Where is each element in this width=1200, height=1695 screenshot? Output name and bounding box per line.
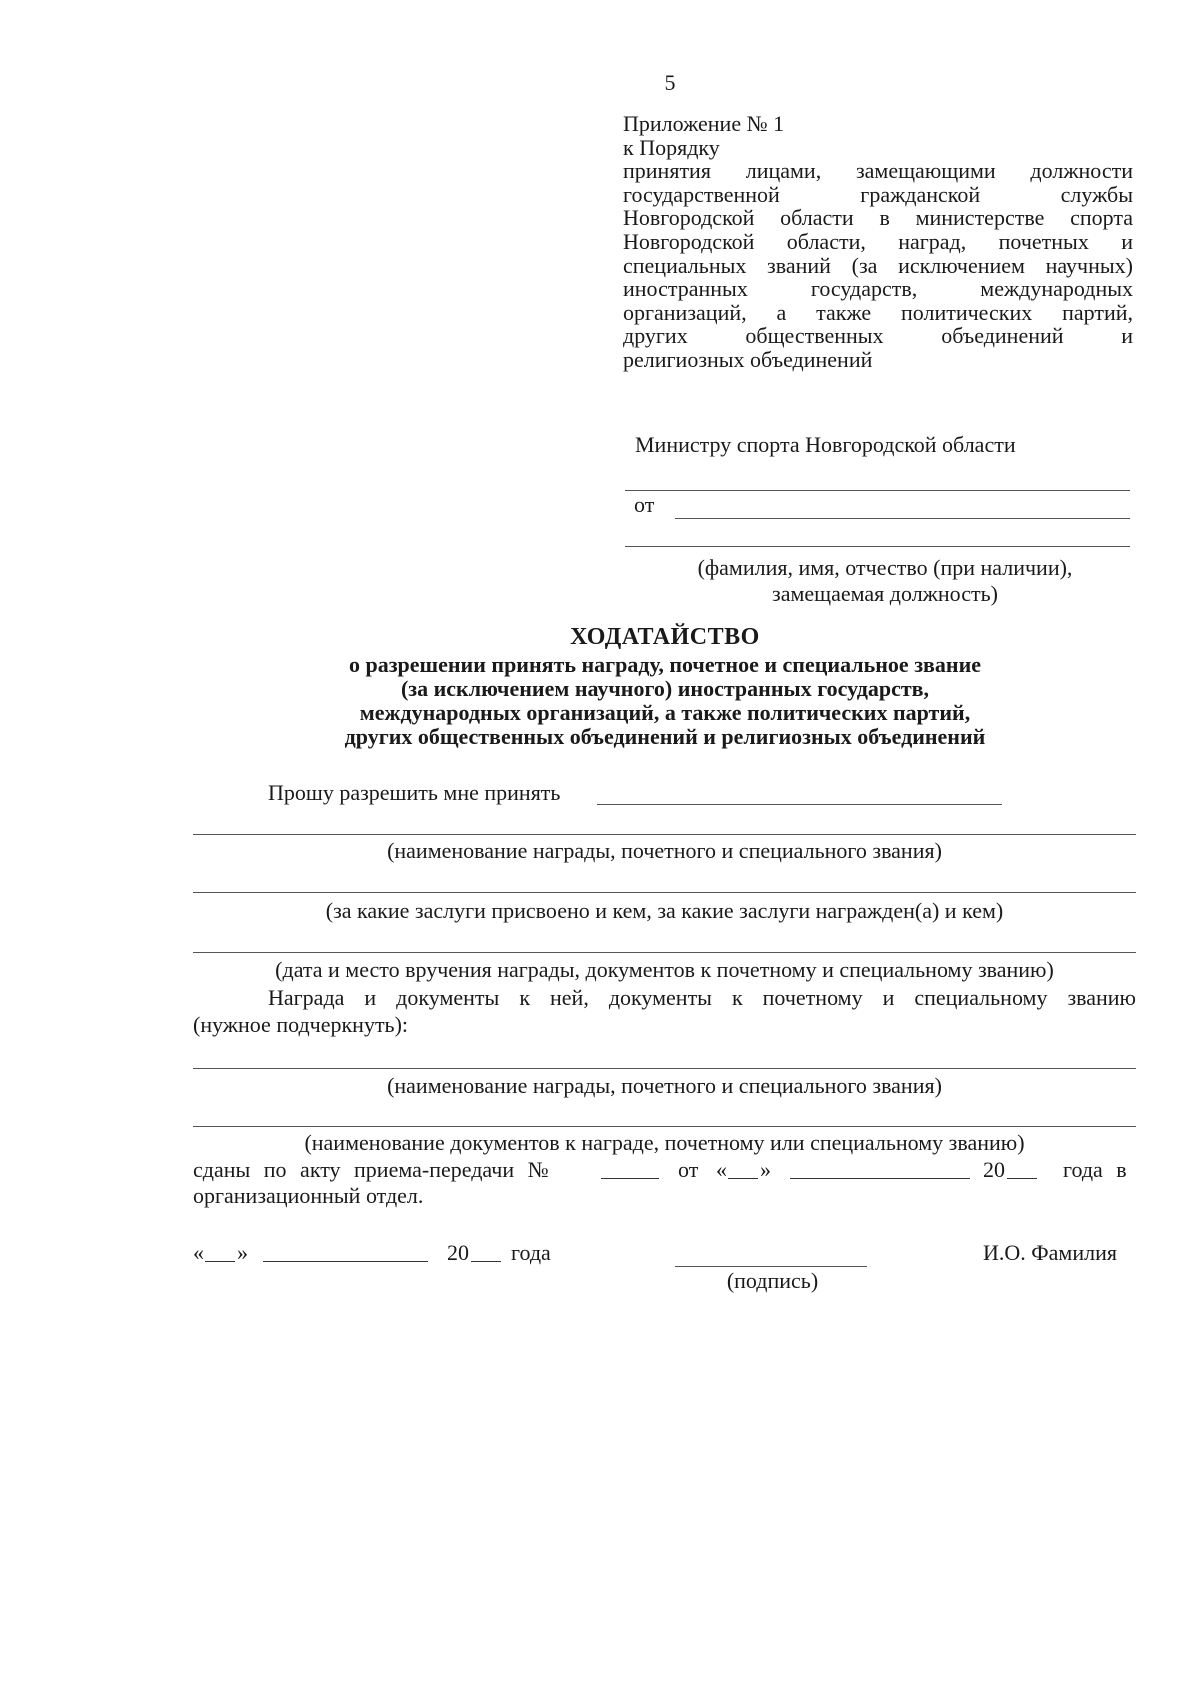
merits-line: [193, 892, 1136, 893]
document-title: ХОДАТАЙСТВО: [570, 624, 760, 650]
handover-year-prefix: 20: [983, 1157, 1005, 1182]
request-text: Прошу разрешить мне принять: [268, 780, 561, 805]
award-name-line-2: [193, 1068, 1136, 1069]
footer-day-blank: [205, 1243, 235, 1262]
annex-line: религиозных объединений: [623, 346, 873, 372]
page-number: 5: [664, 70, 676, 95]
subtitle-line: о разрешении принять награду, почетное и специальное звание: [348, 652, 982, 677]
documents-line: [193, 1126, 1136, 1127]
footer-year-word: года: [511, 1240, 551, 1265]
annex-line: к Порядку: [623, 134, 720, 160]
annex-line: Новгородской области, наград, почетных и: [623, 228, 1133, 254]
handover-from-word: от: [678, 1157, 699, 1182]
footer-year-prefix: 20: [447, 1240, 469, 1265]
annex-line: организаций, а также политических партий,: [623, 299, 1133, 325]
handover-text: сданы по акту приема-передачи №: [193, 1157, 549, 1182]
subtitle-line: международных организаций, а также политических партий,: [359, 700, 971, 725]
annex-line: Новгородской области в министерстве спорта: [623, 205, 1133, 231]
annex-header: [623, 112, 1133, 372]
handover-quote-open: «: [716, 1157, 727, 1182]
documents-caption: (наименование документов к награде, почетному или специальному званию): [304, 1130, 1025, 1155]
award-name-caption-1: (наименование награды, почетного и специального звания): [387, 838, 942, 863]
handover-day-blank: [728, 1160, 758, 1179]
signature-caption: (подпись): [726, 1268, 819, 1293]
annex-line: принятия лицами, замещающими должности: [623, 158, 1133, 184]
addressee: Министру спорта Новгородской области: [635, 432, 1016, 457]
signature-line: [675, 1266, 867, 1267]
handover-month-blank: [790, 1160, 970, 1179]
annex-line: специальных званий (за исключением научных): [623, 252, 1133, 278]
handover-year-suffix: года в: [1063, 1157, 1127, 1182]
annex-line: других общественных объединений и: [623, 323, 1133, 349]
merits-caption: (за какие заслуги присвоено и кем, за какие заслуги награжден(а) и кем): [325, 898, 1004, 923]
footer-quote-close: »: [237, 1240, 248, 1265]
footer-quote-open: «: [193, 1240, 204, 1265]
signer-name: И.О. Фамилия: [983, 1240, 1117, 1265]
footer-year-blank: [471, 1243, 501, 1262]
subtitle-line: других общественных объединений и религиозных объединений: [344, 724, 986, 749]
from-label: от: [634, 492, 655, 517]
footer-month-blank: [263, 1243, 428, 1262]
act-number-blank: [601, 1160, 659, 1179]
annex-line: иностранных государств, международных: [623, 276, 1133, 302]
annex-line: государственной гражданской службы: [623, 181, 1133, 207]
annex-line: Приложение № 1: [623, 111, 785, 136]
award-name-line-1: [193, 834, 1136, 835]
request-award-line: [597, 804, 1002, 805]
from-name-line: [675, 518, 1130, 519]
paragraph-line-1: Награда и документы к ней, документы к почетному и специальному званию: [268, 985, 1136, 1010]
addressee-blank-line: [625, 490, 1130, 491]
date-place-line: [193, 952, 1136, 953]
handover-year-blank: [1007, 1160, 1037, 1179]
subtitle-line: (за исключением научного) иностранных государств,: [400, 676, 930, 701]
award-name-caption-2: (наименование награды, почетного и специального звания): [387, 1073, 942, 1098]
paragraph-line-2: (нужное подчеркнуть):: [193, 1012, 409, 1037]
handover-quote-close: »: [760, 1157, 771, 1182]
handover-line-2: организационный отдел.: [193, 1183, 424, 1208]
date-place-caption: (дата и место вручения награды, документов к почетному и специальному званию): [275, 957, 1054, 982]
from-position-line: [625, 546, 1130, 547]
from-caption-line-1: (фамилия, имя, отчество (при наличии),: [697, 555, 1073, 580]
document-subtitle: [0, 653, 1200, 749]
from-caption-line-2: замещаемая должность): [772, 581, 998, 606]
